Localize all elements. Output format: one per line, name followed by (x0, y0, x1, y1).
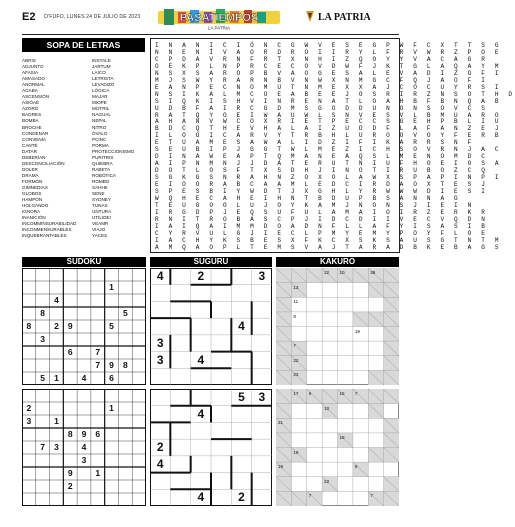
word-search-row: U D B F A I R C G D M S G O D D U N O N S O V C S (155, 104, 489, 112)
pasatiempos-logo (158, 9, 280, 31)
word-item: DESCONCILIACIÓN (22, 160, 65, 166)
word-item: DRAMA (22, 172, 39, 178)
kakuro-clue: 22 (324, 270, 330, 275)
suguru-given: 4 (197, 406, 205, 421)
word-search-row: N S X S A R O P B V A O G E S A L E V A D I Z O F I (155, 69, 502, 77)
word-item: SYDNEY (92, 197, 111, 203)
kakuro-clue: 23 (293, 372, 299, 378)
suguru-given: 4 (156, 269, 164, 283)
word-item: CONVENÍA (22, 136, 46, 142)
word-item: BROCHE (22, 124, 42, 130)
suguru-title: SUGURU (150, 257, 272, 267)
sudoku-given: 9 (67, 321, 73, 331)
word-item: MOTRIL (92, 106, 110, 112)
word-search-row: E I O O R A B C A A M L E D C I R D A O X T E S J (155, 181, 489, 188)
word-item: UNTURA (92, 209, 112, 215)
kakuro-clue: 11 (293, 299, 299, 305)
word-item: LAICO (92, 70, 106, 76)
kakuro-clue: 22 (324, 478, 330, 484)
word-item: AMASADO (22, 76, 45, 82)
sudoku-given: 7 (95, 360, 101, 370)
sudoku-given: 6 (95, 429, 101, 439)
sudoku-given: 6 (67, 347, 73, 357)
word-search-row: W Q H E C A H E I H N T B D U P B S A N N A G (155, 194, 461, 202)
word-list-col1 (22, 58, 76, 239)
kakuro-clue: 17 (293, 391, 299, 396)
kakuro-clue: 22 (293, 357, 299, 363)
word-item: CANTÉ (22, 142, 38, 148)
word-search-row: E T U A M E S A W A L I D Z I F I K A R R S N F (155, 139, 475, 147)
word-item: GLOBOS (22, 191, 42, 197)
word-search-row: S E U B I P J G G T W L M E Z I C H S O V R N J A C (155, 146, 502, 154)
sudoku-given: 2 (54, 321, 59, 331)
sudoku-grid-bottom (22, 389, 146, 506)
word-search-row: B D C Q T H E V H A L A I Z U D D F L A F A N Z E J (155, 125, 502, 133)
word-item: ASCENSIÓN (22, 94, 50, 100)
kakuro-grid-bottom (276, 389, 399, 506)
word-item: SAHHK (92, 184, 108, 190)
word-item: CONDENAR (22, 130, 49, 136)
word-item: INSTALE (92, 58, 111, 63)
word-item: ROMBO (92, 178, 110, 184)
sudoku-title: SUDOKU (22, 257, 146, 267)
word-search-row: O E K P L N P R C E C O V D W F J K T G L A Q A Y M (155, 62, 502, 70)
kakuro-clue: 6 (308, 391, 312, 396)
sudoku-given: 1 (95, 468, 101, 478)
word-item: PROTECCIONISMO (92, 148, 135, 154)
word-search-row: A H A N V W C O X R I E T P E C C S G E H P B L I U (155, 118, 502, 126)
word-item: BAGRES (22, 112, 42, 118)
word-item: MIOPE (92, 100, 107, 106)
sudoku-given: 1 (109, 403, 114, 413)
section-logo-text: PASATIEMPOS (179, 12, 259, 24)
word-search-grid (150, 38, 515, 253)
word-item: RABETA (92, 166, 111, 172)
suguru-given: 2 (156, 440, 164, 455)
word-search-row: N S I K A L M C O E A B E E J O S R I R Z N S O T H D (155, 90, 515, 98)
word-search-row: I R G D P J E Q S U F U L A M A I O I R Z E R K R (155, 208, 489, 216)
word-search-row: A M Q A O P L T E M S V A J T A R A D B K E B A G S (155, 243, 502, 251)
word-item: NITRO (92, 124, 107, 130)
word-item: AFASIA (22, 70, 39, 76)
word-item: VIAJO (92, 227, 106, 233)
sudoku-given: 3 (54, 442, 59, 452)
word-item: NEPAL (92, 118, 107, 124)
sudoku-given: 8 (67, 429, 73, 439)
word-item: YACES (92, 233, 108, 239)
word-search-row: T E U G O O L U J O Y K A M J N O N S J I E I N (155, 201, 475, 209)
word-item: VEAMR (92, 221, 109, 227)
page-number: E2 (22, 11, 36, 23)
sudoku-given: 2 (67, 481, 73, 491)
word-search-row: S G K G S N R A H N Z O X O L A W X S P A P I N P I (155, 174, 502, 182)
word-list-col2 (92, 58, 134, 239)
sudoku-given: 8 (40, 308, 46, 318)
kakuro-lines (276, 389, 399, 506)
sudoku-given: 2 (26, 403, 32, 413)
word-search-panel (22, 38, 145, 253)
word-item: AZORÓ (22, 106, 39, 112)
word-item: PCINC (92, 136, 107, 142)
word-search-row: R N I T R O B A S C P J I D C D I I V E C V Q D N (155, 215, 489, 223)
kakuro-clue: 19 (293, 449, 299, 455)
kakuro-clue: 8 (293, 313, 296, 319)
word-item: PORMA (92, 142, 109, 148)
sudoku-given: 1 (109, 282, 114, 292)
kakuro-clue: 19 (354, 328, 360, 334)
word-item: LEVADIZO (92, 82, 115, 88)
word-item: TUNAS (92, 203, 108, 209)
word-search-row: S I Q K I S H V I N R E N A T L O A H B F B N Q A B (155, 97, 502, 105)
newspaper-name: LA PATRIA (318, 12, 371, 23)
kakuro-clue: 21 (278, 420, 284, 426)
kakuro-clue: 13 (293, 284, 299, 290)
sudoku-given: 5 (109, 321, 114, 331)
sudoku-given: 4 (81, 442, 87, 452)
word-item: INQUEBRANTABLES (22, 233, 67, 239)
sudoku-given: 3 (26, 416, 32, 426)
word-item: DATAR (22, 148, 37, 154)
suguru-given: 2 (197, 269, 205, 283)
suguru-given: 5 (238, 390, 245, 404)
word-item: ASIÓAÉ (22, 100, 40, 106)
suguru-given: 2 (238, 490, 245, 505)
sudoku-given: 4 (81, 373, 87, 383)
sudoku-given: 3 (40, 334, 46, 344)
suguru-given: 4 (197, 490, 205, 505)
word-item: QUIEBRA (92, 160, 113, 166)
word-item: SENE (92, 191, 105, 197)
dateline: O'FUFO, LUNES 24 DE JULIO DE 2023 (44, 14, 141, 20)
sudoku-given: 1 (54, 416, 59, 426)
kakuro-grid-top (276, 268, 399, 385)
word-search-row: N N E N Í V A O R D R O I I R Y L F R V W R Z P O E (155, 48, 502, 56)
suguru-grid-bottom (150, 389, 272, 506)
word-item: HOLGANDO (22, 203, 49, 209)
word-item: GIMNEDIAS (22, 184, 48, 190)
word-item: DEBERÍAN (22, 154, 46, 160)
word-item: INCONMENSURABLES (22, 227, 72, 233)
kakuro-clue: 7 (354, 391, 358, 396)
kakuro-clue: 15 (339, 391, 345, 396)
word-item: LÓGICA (92, 88, 110, 94)
kakuro-clue: 9 (354, 464, 358, 470)
kakuro-clue: 10 (339, 270, 345, 275)
word-search-row: D I N A W E A P T Q M A N E A Q S L M E N O M D C (155, 153, 489, 161)
word-item: MAJAR (92, 94, 108, 100)
word-item: IGNORA (22, 209, 41, 215)
page-header (0, 0, 420, 34)
word-search-row: S P E S B I Y W D T J X G H L Y R W W W D I E S I (155, 187, 489, 195)
word-item: INCOMMINSURABILIDAD (22, 221, 77, 227)
kakuro-title: KAKURO (276, 257, 399, 267)
suguru-given: 4 (238, 319, 245, 334)
sudoku-given: 7 (95, 347, 101, 357)
word-item: AGABA (22, 88, 38, 94)
word-item: LETRISTA (92, 76, 114, 82)
word-item: ANORMAL (22, 82, 45, 88)
kakuro-clue: 19 (278, 464, 284, 470)
word-search-row: D O T L O S F T X S D H J I N O T I R U B O Z C Q (155, 167, 489, 175)
word-item: ROBÓTICA (92, 172, 116, 178)
suguru-given: 3 (156, 352, 164, 367)
sudoku-given: 8 (122, 360, 128, 370)
word-item: BOMBA (22, 118, 39, 124)
word-search-title: SOPA DE LETRAS (22, 38, 145, 52)
word-item: NAGUAL (92, 112, 111, 118)
suguru-given: 4 (156, 456, 164, 471)
word-item: UTILIDEI (92, 215, 111, 221)
sudoku-given: 8 (26, 321, 32, 331)
word-search-row: M J S W Y R A R N B V N W X N M G C F Q J A O F I (155, 76, 489, 84)
sudoku-given: 1 (54, 373, 59, 383)
word-item: ADJUNTO (22, 64, 44, 70)
word-search-row: C Y R V U L G J I E C L P M Y E M Y P O Y F L O E (155, 229, 489, 237)
word-item: DOLER (22, 166, 38, 172)
word-search-row: R A T Q Y O E I W A U W L S N V E S V L B M U A R O (155, 111, 502, 119)
sudoku-given: 7 (40, 442, 46, 452)
sudoku-given: 9 (67, 468, 73, 478)
word-item: ÓVALO (92, 130, 108, 136)
word-item: INANICIÓN (22, 215, 46, 221)
word-search-row: I A C H Y K S B E S X F K C X S K S A U S G T N T M (155, 236, 502, 244)
word-item: PURITRIS (92, 154, 114, 160)
kakuro-clue: 7 (293, 343, 296, 349)
suguru-given: 3 (258, 390, 266, 404)
sudoku-given: 5 (40, 373, 46, 383)
section-logo-sub: LA PATRIA (207, 25, 231, 31)
kakuro-clue: 7 (308, 493, 312, 499)
sudoku-grid-top (22, 268, 146, 385)
word-search-row: C P D A V R N F R T X N H I Z Q O Y Y V A C A G R (155, 55, 489, 63)
header-divider (22, 34, 399, 35)
word-item: ABRIS (22, 58, 36, 63)
kakuro-clue: 7 (370, 493, 373, 499)
sudoku-given: 5 (122, 308, 128, 318)
word-item: HAMPÓN (22, 197, 43, 203)
suguru-given: 3 (156, 335, 164, 350)
newspaper-emblem-icon (305, 10, 315, 23)
sudoku-given: 9 (81, 429, 87, 439)
word-search-row: I L O G I C A R V Y T R B H L U R O O V O Y F E R B (155, 132, 502, 140)
suguru-given: 3 (258, 269, 266, 283)
word-search-row: I N A N I C I Ó N C G W V E S E G P W F C X T T S G (155, 42, 502, 49)
kakuro-clue: 18 (339, 434, 345, 440)
sudoku-given: 4 (54, 295, 59, 305)
sudoku-given: 3 (81, 455, 87, 465)
sudoku-given: 9 (109, 360, 114, 370)
word-search-row: I A I Q A I M M D O A D N F L L A F Y I S A S I B (155, 222, 489, 230)
kakuro-clue: 35 (370, 270, 376, 275)
sudoku-given: 6 (109, 373, 114, 383)
word-search-row: A I P N M N J J D A T E R U T N I U F H O E I O S A (155, 160, 502, 168)
kakuro-clue: 10 (324, 405, 330, 411)
word-item: JARTUM (92, 64, 111, 70)
suguru-grid-top (150, 268, 272, 385)
suguru-given: 4 (197, 352, 205, 367)
word-item: FORMÓN (22, 178, 43, 184)
word-search-row: E A N P E C N O M U T N M E X X A J C O C U Y R S I (155, 83, 502, 91)
